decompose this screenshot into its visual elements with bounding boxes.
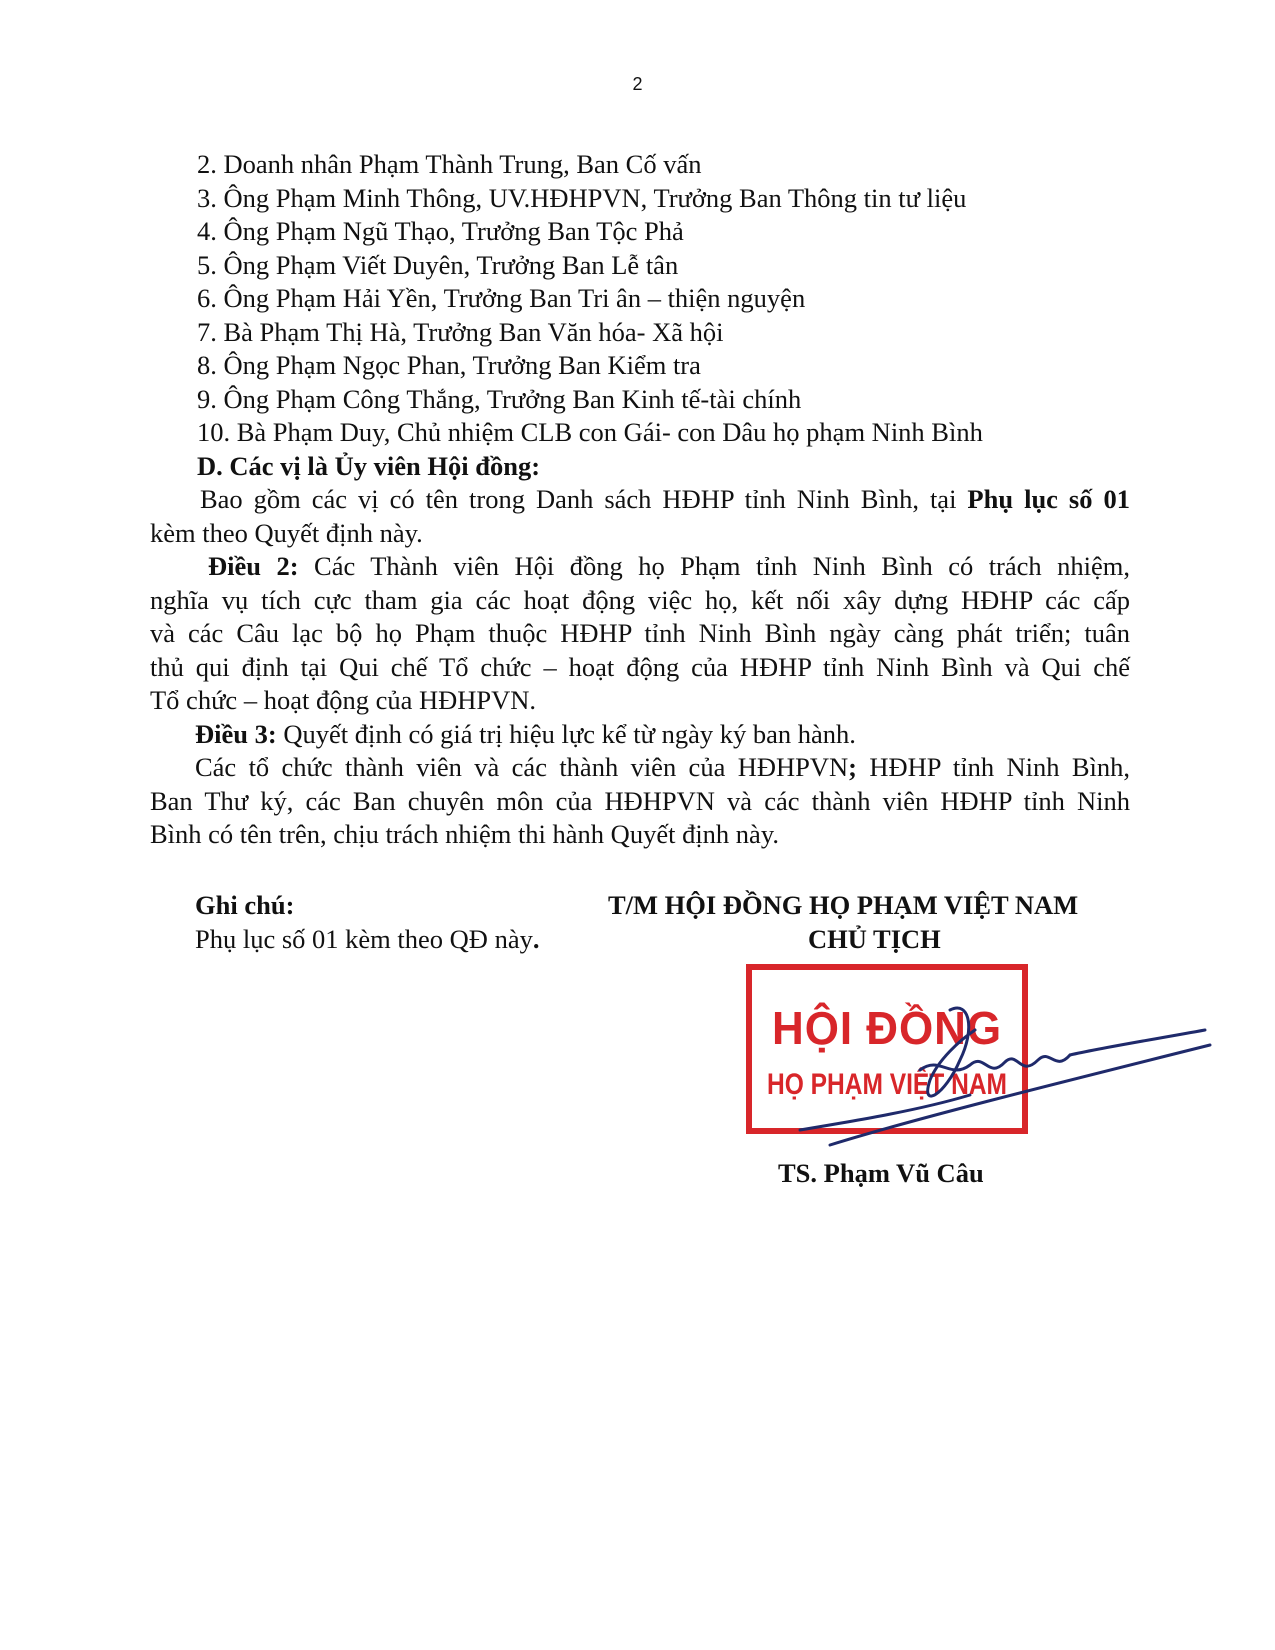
- article-2-line-2: nghĩa vụ tích cực tham gia các hoạt động việc họ, kết nối xây dựng HĐHP các cấp: [150, 584, 1130, 615]
- section-d-text: Bao gồm các vị có tên trong Danh sách HĐHP tỉnh Ninh Bình, tại: [200, 484, 968, 514]
- page-number: 2: [632, 74, 643, 94]
- section-d-heading: D. Các vị là Ủy viên Hội đồng:: [197, 450, 541, 481]
- article-3-line: [150, 718, 1130, 752]
- closing-text-1a: Các tổ chức thành viên và các thành viên của HĐHPVN: [195, 752, 849, 782]
- member-item-6: 6. Ông Phạm Hải Yền, Trưởng Ban Tri ân – thiện nguyện: [197, 283, 806, 313]
- stamp-line-1: HỘI ĐỒNG: [772, 1002, 1002, 1054]
- section-d-text-line-1: [150, 483, 1130, 517]
- article-3-text: Quyết định có giá trị hiệu lực kể từ ngày ký ban hành.: [276, 718, 856, 749]
- article-2-text-1: Các Thành viên Hội đồng họ Phạm tỉnh Ninh Bình có trách nhiệm,: [298, 551, 1130, 581]
- member-item-10: 10. Bà Phạm Duy, Chủ nhiệm CLB con Gái- con Dâu họ phạm Ninh Bình: [197, 417, 983, 447]
- closing-line-3: Bình có tên trên, chịu trách nhiệm thi hành Quyết định này.: [150, 819, 779, 849]
- signing-organization: T/M HỘI ĐỒNG HỌ PHẠM VIỆT NAM: [608, 890, 1079, 920]
- article-2-line-3: và các Câu lạc bộ họ Phạm thuộc HĐHP tỉnh Ninh Bình ngày càng phát triển; tuân: [150, 618, 1130, 648]
- note-end: .: [532, 924, 540, 954]
- signature-strokes: [800, 1000, 1220, 1150]
- member-item-5: 5. Ông Phạm Viết Duyên, Trưởng Ban Lễ tân: [197, 249, 679, 280]
- signer-position: CHỦ TỊCH: [808, 924, 941, 954]
- handwritten-signature: [800, 1000, 1220, 1150]
- closing-line-1: [150, 751, 1130, 785]
- note-body: Phụ lục số 01 kèm theo QĐ này: [195, 924, 533, 954]
- member-item-9: 9. Ông Phạm Công Thắng, Trưởng Ban Kinh tế-tài chính: [197, 383, 802, 414]
- stamp-line-2: HỌ PHẠM VIỆT NAM: [767, 1068, 1061, 1101]
- member-item-2: 2. Doanh nhân Phạm Thành Trung, Ban Cố vấn: [197, 149, 702, 179]
- article-2-line-1: [150, 550, 1130, 584]
- appendix-reference: Phụ lục số 01: [967, 484, 1130, 514]
- article-3-label: Điều 3:: [195, 718, 277, 749]
- closing-text-1c: HĐHP tỉnh Ninh Bình,: [856, 752, 1130, 782]
- member-item-4: 4. Ông Phạm Ngũ Thạo, Trưởng Ban Tộc Phả: [197, 216, 684, 246]
- article-2-line-5: Tổ chức – hoạt động của HĐHPVN.: [150, 685, 537, 715]
- signer-name: TS. Phạm Vũ Câu: [778, 1158, 984, 1188]
- article-2-line-4: thủ qui định tại Qui chế Tổ chức – hoạt động của HĐHP tỉnh Ninh Bình và Qui chế: [150, 651, 1130, 682]
- note-title: Ghi chú:: [195, 890, 295, 920]
- note-text: [195, 924, 539, 955]
- closing-line-2: Ban Thư ký, các Ban chuyên môn của HĐHPVN và các thành viên HĐHP tỉnh Ninh: [150, 785, 1130, 816]
- member-item-8: 8. Ông Phạm Ngọc Phan, Trưởng Ban Kiểm tra: [197, 350, 701, 380]
- section-d-text-line-2: [150, 517, 1130, 551]
- closing-semicolon: ;: [848, 752, 857, 782]
- section-d-text-end: kèm theo Quyết định này.: [150, 517, 423, 548]
- document-body: [150, 148, 1130, 852]
- member-item-7: 7. Bà Phạm Thị Hà, Trưởng Ban Văn hóa- Xã hội: [197, 316, 724, 347]
- article-2-label: Điều 2:: [208, 551, 299, 581]
- member-item-3: 3. Ông Phạm Minh Thông, UV.HĐHPVN, Trưởng Ban Thông tin tư liệu: [197, 182, 967, 213]
